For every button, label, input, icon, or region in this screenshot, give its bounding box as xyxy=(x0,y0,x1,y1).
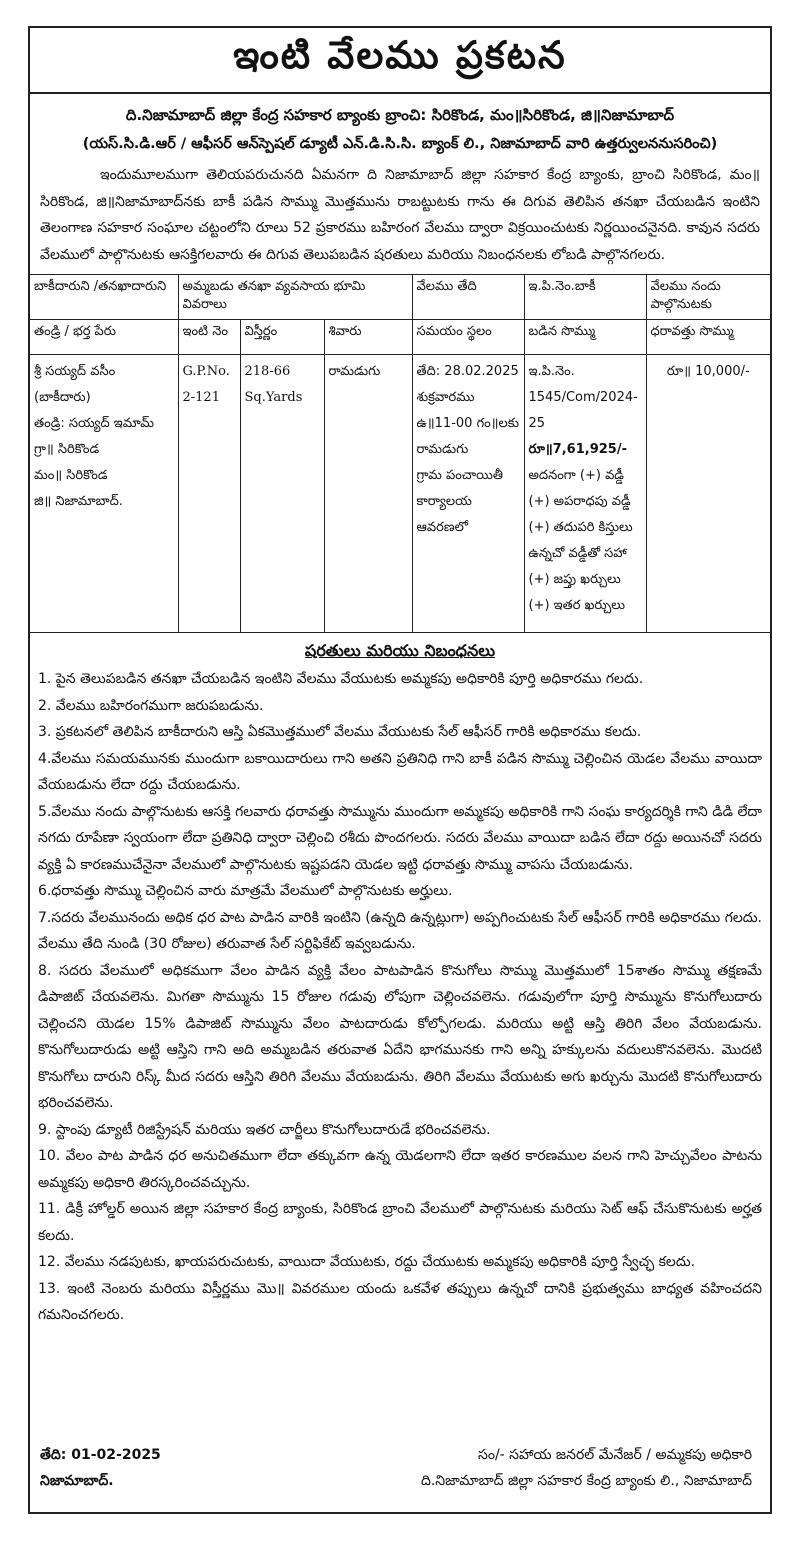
term-item: 10. వేలం పాట పాడిన ధర అనుచితముగా లేదా తక్కువగా ఉన్న యెడలగాని లేదా ఇతర కారణముల వలన గాని హెచ్చువేలం పాటను అమ్మకపు అధికారి తిరస్కరించవచ్చును. xyxy=(38,1148,762,1191)
ep-with-interest: ఉన్నచో వడ్డీతో సహా xyxy=(528,546,627,561)
signatory: సం/- సహాయ జనరల్ మేనేజర్ / అమ్మకపు అధికారి xyxy=(478,1447,752,1463)
ep-amount: రూ॥7,61,925/- xyxy=(528,442,627,457)
header-village: శివారు xyxy=(324,320,412,355)
ep-other-costs: (+) ఇతర ఖర్చులు xyxy=(528,598,626,613)
auction-date: తేది: 28.02.2025 xyxy=(416,364,519,379)
header-deposit: వేలము నందు పాల్గొనుటకు xyxy=(646,275,770,320)
village-value: రామడుగు xyxy=(328,364,381,379)
notice-place: నిజామాబాద్. xyxy=(40,1473,114,1489)
auction-village: రామడుగు xyxy=(416,442,469,457)
auction-notice xyxy=(28,26,772,1514)
term-item: 8. సదరు వేలములో అధికముగా వేలం పాడిన వ్యక్తి వేలం పాటపాడిన కొనుగోలు సొమ్ము మొత్తములో 15శాతం సొమ్ము తక్షణమే డిపాజిట్ చేయవలెను. మిగతా సొమ్మును 15 రోజుల గడువు లోపుగా చెల్లించవలెను. గడువులోగా పూర్తి సొమ్మును కొనుగోలుదారు చెల్లించని యెడల 15% డిపాజిట్ సొమ్మును వేలం పాటదారుడు కోల్పోగలడు. మరియు అట్టి ఆస్తి తిరిగి వేలం వేయబడును. కొనుగోలుదారుడు అట్టి ఆస్తిని గాని అది అమ్మబడిన తరువాత ఏదేని భాగమునకు గాని అన్ని హక్కులను వదులుకొనవలెను. మొదటి కొనుగోలు దారుని రిస్క్ మీద సదరు ఆస్తిని తిరిగి వేలము వేయబడును. తిరిగి వేలము వేయుటకు అగు ఖర్చును మొదటి కొనుగోలుదారు భరించవలెను. xyxy=(38,962,762,1111)
ep-number: 1545/Com/2024-25 xyxy=(528,390,638,431)
borrower-role: (బాకీదారు) xyxy=(34,390,91,405)
house-no-prefix: G.P.No. xyxy=(182,364,230,379)
borrower-village: గ్రా॥ సిరికొండ xyxy=(34,442,100,457)
auction-panchayat: గ్రామ పంచాయితీ xyxy=(416,468,504,483)
header-father-name: తండ్రి / భర్త పేరు xyxy=(30,320,178,355)
extent-value: 218-66 xyxy=(244,364,291,379)
table-subheader-row xyxy=(30,320,770,355)
term-item: 5.వేలము నందు పాల్గొనుటకు ఆసక్తి గలవారు ధరావత్తు సొమ్మును ముందుగా అమ్మకపు అధికారికి గాని సంఘ కార్యదర్శికి గాని డిడి లేదా నగదు రూపేణా స్వయంగా లేదా ప్రతినిధి ద్వారా చెల్లించి రశీదు పొందగలరు. సదరు వేలము వాయిదా బడిన లేదా రద్దు అయినచో సదరు వ్యక్తి ఏ కారణముచేనైనా వేలములో పాల్గొనుటకు ఇష్టపడని యెడల ఇట్టి ధరావత్తు సొమ్ము వాపసు చేయబడును. xyxy=(38,803,762,873)
notice-footer xyxy=(30,1434,770,1512)
property-table xyxy=(30,274,770,633)
extent-cell xyxy=(240,355,324,633)
notice-date: తేది: 01-02-2025 xyxy=(40,1447,161,1463)
term-item: 2. వేలము బహిరంగముగా జరుపబడును. xyxy=(38,697,264,714)
term-item: 9. స్టాంపు డ్యూటీ రిజిస్ట్రేషన్ మరియు ఇతర చార్జీలు కొనుగోలుదారుడే భరించవలెను. xyxy=(38,1121,491,1138)
house-no-cell xyxy=(178,355,240,633)
terms-list xyxy=(30,666,770,1329)
term-item: 1. పైన తెలుపబడిన తనఖా చేయబడిన ఇంటిని వేలము వేయుటకు అమ్మకపు అధికారికి పూర్తి అధికారము గలదు. xyxy=(38,671,644,687)
notice-title: ఇంటి వేలము ప్రకటన xyxy=(30,28,770,94)
auction-day: శుక్రవారము xyxy=(416,390,475,405)
extent-unit: Sq.Yards xyxy=(244,390,303,405)
term-item: 7.సదరు వేలమునందు అధిక ధర పాట పాడిన వారికి ఇంటిని (ఉన్నది ఉన్నట్లుగా) అప్పగించుటకు సేల్ ఆఫీసర్ గారికి అధికారము గలదు. వేలము తేది నుండి (30 రోజుల) తరువాత సేల్ సర్టిఫికేట్ ఇవ్వబడును. xyxy=(38,909,762,952)
header-time-place: సమయం స్థలం xyxy=(412,320,524,355)
term-item: 3. ప్రకటనలో తెలిపిన బాకీదారుని ఆస్తి ఏకమొత్తములో వేలము వేయుటకు సేల్ ఆఫీసర్ గారికి అధికారము కలదు. xyxy=(38,724,642,740)
bank-branch-header: ది.నిజామాబాద్ జిల్లా కేంద్ర సహకార బ్యాంకు బ్రాంచి: సిరికొండ, మం॥సిరికొండ, జి॥నిజామాబాద్ xyxy=(125,106,675,124)
borrower-mandal: మం॥ సిరికొండ xyxy=(34,468,108,483)
header-due-amount: బడిన సొమ్ము xyxy=(524,320,646,355)
footer-right xyxy=(421,1442,752,1494)
ep-cell xyxy=(524,355,646,633)
term-item: 6.ధరావత్తు సొమ్ము చెల్లించిన వారు మాత్రమే వేలములో పాల్గొనుటకు అర్హులు. xyxy=(38,883,453,899)
ep-extra-interest: అదనంగా (+) వడ్డీ xyxy=(528,468,624,483)
header-deposit-amount: ధరావత్తు సొమ్ము xyxy=(646,320,770,355)
deposit-amount: రూ॥ 10,000/- xyxy=(666,364,750,379)
term-item: 11. డిక్రీ హోల్డర్ అయిన జిల్లా సహకార కేంద్ర బ్యాంకు, సిరికొండ బ్రాంచి వేలములో పాల్గొనుటకు మరియు సెట్ ఆఫ్ చేసుకొనుటకు అర్హత కలదు. xyxy=(38,1201,762,1244)
term-item: 12. వేలము నడపుటకు, ఖాయపరుచుటకు, వాయిదా వేయుటకు, రద్దు చేయుటకు అమ్మకపు అధికారికి పూర్తి స్వేచ్ఛ కలదు. xyxy=(38,1254,696,1270)
auction-time: ఉ॥11-00 గం॥లకు xyxy=(416,416,520,431)
borrower-cell xyxy=(30,355,178,633)
ep-seizure-costs: (+) జప్తు ఖర్చులు xyxy=(528,572,621,587)
header-house-no: ఇంటి నెం xyxy=(178,320,240,355)
header-property-details: అమ్మబడు తనఖా వ్యవసాయ భూమి వివరాలు xyxy=(178,275,412,320)
table-header-row xyxy=(30,275,770,320)
auction-venue: కార్యాలయ ఆవరణలో xyxy=(416,494,472,535)
ep-label: ఇ.పి.నెం. xyxy=(528,364,575,379)
house-no-value: 2-121 xyxy=(182,390,220,405)
header-borrower: బాకీదారుని /తనఖాదారుని xyxy=(30,275,178,320)
terms-title: షరతులు మరియు నిబంధనలు xyxy=(304,641,496,660)
borrower-district: జి॥ నిజామాబాద్. xyxy=(34,494,123,509)
header-extent: విస్తీర్ణం xyxy=(240,320,324,355)
auction-cell xyxy=(412,355,524,633)
intro-text: ఇందుమూలముగా తెలియపరుచునది ఏమనగా ది నిజామాబాద్ జిల్లా సహకార కేంద్ర బ్యాంకు, బ్రాంచి సిరికొండ, మం॥సిరికొండ, జి॥నిజామాబాద్‌నకు బాకీ పడిన సొమ్ము మొత్తమును రాబట్టుటకు గాను ఈ దిగువ తెలిపిన తనఖా చేయబడిన ఇంటిని తెలంగాణ సహకార సంఘాల చట్టంలోని రూలు 52 ప్రకారము బహిరంగ వేలము ద్వారా విక్రయించుటకు నిర్ణయించనైనది. కావున సదరు వేలములో పాల్గొనుటకు ఆసక్తిగలవారు ఈ దిగువ తెలుపబడిన షరతులు మరియు నిబంధనలకు లోబడి పాల్గొనగలరు. xyxy=(40,167,760,263)
borrower-father: తండ్రి: సయ్యద్ ఇమామ్ xyxy=(34,416,154,431)
deposit-cell xyxy=(646,355,770,633)
footer-left xyxy=(40,1442,161,1494)
village-cell xyxy=(324,355,412,633)
ep-penal-interest: (+) అపరాధపు వడ్డీ xyxy=(528,494,631,509)
header-auction-date: వేలము తేది xyxy=(412,275,524,320)
borrower-name: శ్రీ సయ్యద్ వసీం xyxy=(34,364,116,379)
header-ep-number: ఇ.పి.నెం.బాకీ xyxy=(524,275,646,320)
authority-subheader: (యస్.సి.డి.ఆర్ / ఆఫీసర్ ఆన్‌స్పెషల్ డ్యూటీ ఎన్.డి.సి.సి. బ్యాంక్ లి., నిజామాబాద్ వారి ఉత్తర్వులననుసరించి) xyxy=(82,136,718,152)
bank-name: ది.నిజామాబాద్ జిల్లా సహకార కేంద్ర బ్యాంకు లి., నిజామాబాద్ xyxy=(420,1473,752,1489)
intro-paragraph xyxy=(30,162,770,268)
term-item: 13. ఇంటి నెంబరు మరియు విస్తీర్ణము మొ॥ వివరముల యందు ఒకవేళ తప్పులు ఉన్నచో దానికి ప్రభుత్వము బాధ్యత వహించదని గమనించగలరు. xyxy=(38,1280,762,1323)
term-item: 4.వేలము సమయమునకు ముందుగా బకాయిదారులు గాని అతని ప్రతినిధి గాని బాకీ పడిన సొమ్ము చెల్లించిన యెడల వేలము వాయిదా వేయబడును లేదా రద్దు చేయబడును. xyxy=(38,750,762,793)
table-row xyxy=(30,355,770,633)
ep-installments: (+) తదుపరి కిస్తులు xyxy=(528,520,633,535)
